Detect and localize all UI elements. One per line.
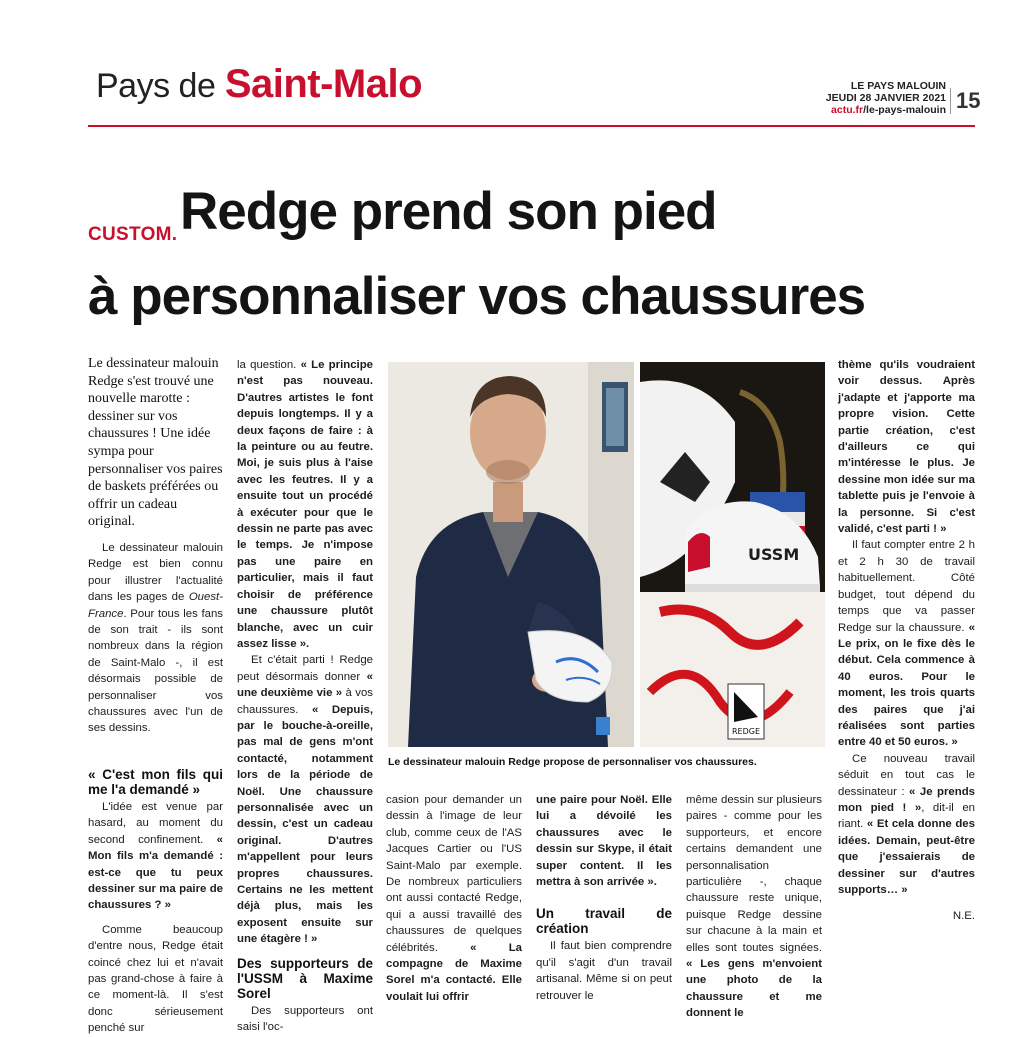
- website-link[interactable]: [826, 104, 946, 116]
- section-title: [96, 64, 422, 106]
- subheading: Des supporteurs de l'USSM à Maxime Sorel: [237, 955, 373, 1001]
- subheading: Un travail de création: [536, 906, 672, 937]
- paragraph: Comme beaucoup d'entre nous, Redge était coincé chez lui et n'avait pas grand-chose à faire à ce moment-là. Il s'est donc sérieusement penché sur: [88, 923, 223, 1035]
- section-prefix: Pays de: [96, 67, 216, 105]
- author-signature: N.E.: [952, 910, 975, 923]
- paragraph: une paire pour Noël. Elle lui a dévoilé les chaussures avec le dessin sur Skype, il était super content. Il les mettra à son arrivée ».: [536, 794, 672, 889]
- section-city: Saint-Malo: [224, 62, 423, 106]
- paragraph: Ce nouveau travail séduit en tout cas le dessinateur : « Je prends mon pied ! », dit-il en riant. « Et cela donne des idées. Demain, peut-être que j'essaierais de dessiner sur d'autres supports… »: [838, 752, 975, 896]
- column-4: [536, 792, 672, 1004]
- paragraph: L'idée est venue par hasard, au moment du second confinement. « Mon fils m'a demandé : est-ce que tu peux dessiner sur ma paire de chaussures ? »: [88, 800, 223, 912]
- column-2: [237, 357, 373, 1035]
- column-6: [838, 357, 975, 925]
- column-5: [686, 792, 822, 1022]
- photo-artist-drawing: [388, 362, 634, 747]
- article-kicker: CUSTOM.: [88, 224, 178, 245]
- photo-custom-shoes: [640, 362, 825, 747]
- page-number: 15: [950, 88, 980, 114]
- paragraph: la question. « Le principe n'est pas nouveau. D'autres artistes le font depuis longtemps. Il y a deux façons de faire : à la peinture ou au feutre. Moi, je suis plus à l'aise avec les feutres. Il y a ensuite tout un procédé à exécuter pour que le dessin ne parte pas avec le temps. Je n'impose pas une paire en particulier, mais il faut choisir de préférence une chaussure plutôt blanche, avec un cuir assez lisse ».: [237, 359, 373, 650]
- paper-name: LE PAYS MALOUIN: [850, 80, 946, 92]
- header-rule: [88, 125, 975, 127]
- issue-date: JEUDI 28 JANVIER 2021: [825, 92, 946, 104]
- paragraph: Et c'était parti ! Redge peut désormais donner « une deuxième vie » à vos chaussures. « Depuis, par le bouche-à-oreille, pas mal de gens m'ont contacté, notamment lors de la période de Noël. Une chaussure personnalisée avec un dessin, c'est un cadeau original. D'autres m'appellent pour leurs propres chaussures. Certains ne les mettent déjà plus, mais les exposent ensuite sur une étagère ! »: [237, 654, 374, 946]
- headline-line2: à personnaliser vos chaussures: [88, 267, 866, 326]
- shoe-lettering: USSM: [748, 545, 800, 564]
- column-3: [386, 792, 522, 1005]
- redge-tag-text: REDGE: [732, 727, 761, 736]
- artist-photo-illustration: [388, 362, 634, 747]
- paragraph: thème qu'ils voudraient voir dessus. Après j'adapte et j'apporte ma propre vision. Cette partie création, c'est d'ailleurs ce qui m'intéresse le plus. Je dessine mon idée sur ma tablette puis je l'envoie à la personne. Si c'est validé, c'est parti ! »: [838, 359, 975, 536]
- paragraph: Des supporteurs ont saisi l'oc-: [237, 1004, 373, 1034]
- article-lead: Le dessinateur malouin Redge s'est trouvé une nouvelle marotte : dessiner sur vos chaussures ! Une idée sympa pour personnaliser vos paires de baskets préférées ou offrir un cadeau original.: [88, 356, 223, 530]
- subheading: « C'est mon fils qui me l'a demandé »: [88, 766, 223, 797]
- photo-caption: Le dessinateur malouin Redge propose de personnaliser vos chaussures.: [388, 756, 757, 768]
- url-host: actu.fr: [831, 104, 864, 116]
- paragraph: même dessin sur plusieurs paires - comme pour les supporteurs, et encore certains demandent une personnalisation particulière -, chaque chaussure reste unique, puisque Redge dessine sur chacune à la main et elles sont toutes signées. « Les gens m'envoient une photo de la chaussure et me donnent le: [686, 794, 822, 1020]
- url-path: /le-pays-malouin: [863, 104, 946, 116]
- paragraph: Le dessinateur malouin Redge est bien connu pour illustrer l'actualité dans les pages de Ouest-France. Pour tous les fans de son trait - ils sont nombreux dans la région de Saint-Malo -, il est désormais possible de personnaliser vos chaussures avec l'un de ses dessins.: [88, 542, 223, 735]
- paragraph: Il faut bien comprendre qu'il s'agit d'un travail artisanal. Même si on peut retrouver le: [536, 940, 672, 1002]
- masthead: [826, 80, 946, 116]
- paragraph: casion pour demander un dessin à l'image de leur club, comme ceux de l'AS Jacques Cartier ou l'US Saint-Malo par exemple. De nombreux particuliers ont aussi contacté Redge, qui a aussi travaillé des chaussures de quelques célébrités. « La compagne de Maxime Sorel m'a contacté. Elle voulait lui offrir: [386, 794, 522, 1003]
- paragraph: Il faut compter entre 2 h et 2 h 30 de travail habituellement. Côté budget, tout dépend du temps que va passer Redge sur la chaussure. « Le prix, on le fixe dès le début. Cela commence à 40 euros. Pour le moment, les trois quarts des paires que j'ai réalisées sont parties entre 40 et 50 euros. »: [838, 539, 975, 749]
- shoes-photo-illustration: [640, 362, 825, 747]
- headline-line1: Redge prend son pied: [180, 182, 717, 241]
- column-1: [88, 540, 223, 1037]
